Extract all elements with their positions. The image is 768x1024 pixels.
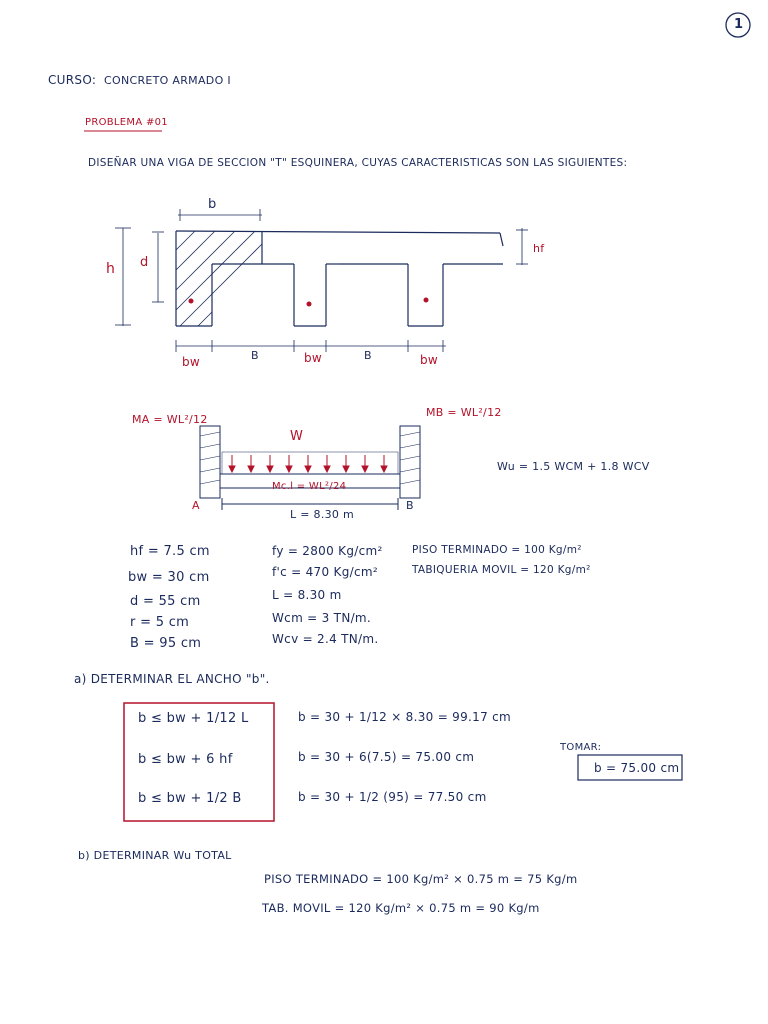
label-B-1: B	[251, 349, 259, 362]
course-value: CONCRETO ARMADO I	[104, 74, 231, 87]
wu-formula: Wu = 1.5 WCM + 1.8 WCV	[497, 460, 650, 473]
data-col2-3: Wcm = 3 TN/m.	[272, 611, 372, 625]
label-d: d	[140, 255, 149, 270]
data-col2-0: fy = 2800 Kg/cm²	[272, 544, 383, 558]
moment-center: Mc.l = WL²/24	[272, 481, 347, 492]
part-a-title: a) DETERMINAR EL ANCHO "b".	[74, 672, 270, 686]
load-arrows	[229, 455, 387, 472]
data-col1-1: bw = 30 cm	[128, 570, 210, 585]
result-1: b = 30 + 1/12 × 8.30 = 99.17 cm	[298, 710, 512, 724]
rebar-dot	[424, 298, 429, 303]
moment-MB: MB = WL²/12	[426, 406, 502, 419]
label-hf: hf	[533, 242, 545, 255]
tomar-value: b = 75.00 cm	[594, 761, 680, 775]
label-bw-2: bw	[304, 351, 323, 365]
support-B: B	[406, 499, 414, 512]
data-col2-4: Wcv = 2.4 TN/m.	[272, 632, 379, 646]
label-bw-1: bw	[182, 355, 201, 369]
part-b-line-2: TAB. MOVIL = 120 Kg/m² × 0.75 m = 90 Kg/m	[262, 901, 540, 915]
part-b-title: b) DETERMINAR Wu TOTAL	[78, 849, 232, 862]
rebar-dot	[307, 302, 312, 307]
result-2: b = 30 + 6(7.5) = 75.00 cm	[298, 750, 475, 764]
label-h: h	[106, 261, 116, 277]
wall-hatch	[200, 429, 420, 484]
data-col1-0: hf = 7.5 cm	[130, 544, 210, 559]
span-L: L = 8.30 m	[290, 508, 355, 521]
part-b-line-1: PISO TERMINADO = 100 Kg/m² × 0.75 m = 75 Kg/m	[264, 872, 578, 886]
result-3: b = 30 + 1/2 (95) = 77.50 cm	[298, 790, 487, 804]
data-col2-2: L = 8.30 m	[272, 588, 342, 602]
label-B-2: B	[364, 349, 372, 362]
data-col3-0: PISO TERMINADO = 100 Kg/m²	[412, 544, 582, 556]
page-number: 1	[734, 17, 744, 32]
data-col1-3: r = 5 cm	[130, 615, 190, 630]
tomar-label: TOMAR:	[560, 742, 602, 753]
data-col1-2: d = 55 cm	[130, 594, 201, 609]
hatch-area	[176, 231, 262, 326]
data-col2-1: f'c = 470 Kg/cm²	[272, 565, 378, 579]
support-A: A	[192, 499, 200, 512]
course-label: CURSO:	[48, 73, 97, 87]
problem-statement: DISEÑAR UNA VIGA DE SECCION "T" ESQUINERA, CUYAS CARACTERISTICAS SON LAS SIGUIENTES:	[88, 157, 628, 169]
condition-1: b ≤ bw + 1/12 L	[138, 711, 249, 726]
rebar-dot	[189, 299, 194, 304]
problem-title: PROBLEMA #01	[85, 117, 168, 128]
data-col3-1: TABIQUERIA MOVIL = 120 Kg/m²	[412, 564, 591, 576]
moment-MA: MA = WL²/12	[132, 413, 208, 426]
label-bw-3: bw	[420, 353, 439, 367]
label-b: b	[208, 197, 217, 212]
data-col1-4: B = 95 cm	[130, 636, 202, 651]
condition-3: b ≤ bw + 1/2 B	[138, 791, 242, 806]
load-W: W	[290, 429, 304, 444]
condition-2: b ≤ bw + 6 hf	[138, 752, 233, 767]
t-section-drawing	[176, 231, 503, 326]
